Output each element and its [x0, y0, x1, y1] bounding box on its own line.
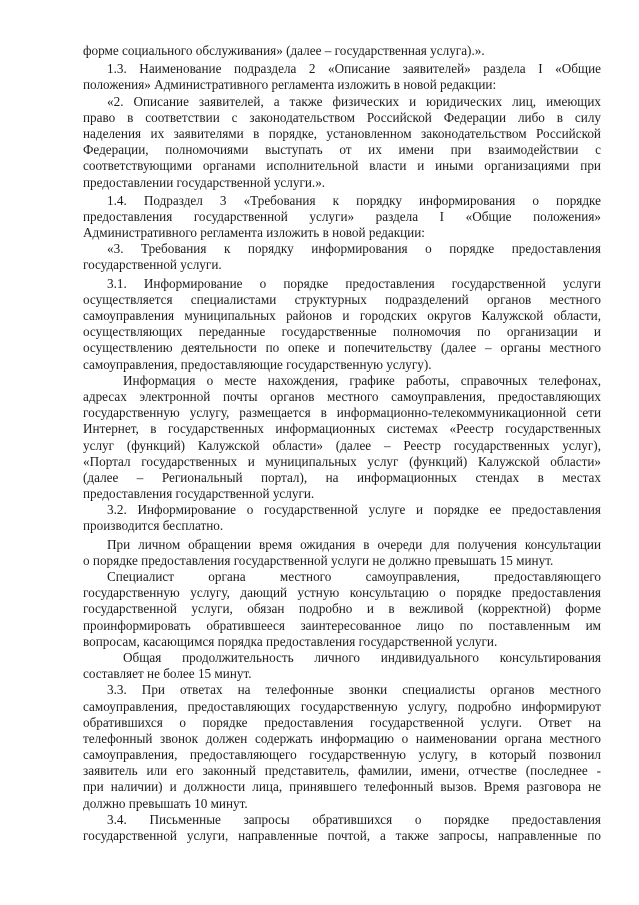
text-line: «2. Описание заявителей, а также физических и юридических лиц, имеющих [107, 93, 601, 109]
text-line: «3. Требования к порядку информирования о порядке предоставления [107, 241, 601, 257]
text-line: форме социального обслуживания» (далее – государственная услуга).». [83, 43, 485, 58]
text-line: 3.1. Информирование о порядке предоставления государственной услуги [107, 275, 601, 291]
text-line: адресах электронной почты органов местного самоуправления, предоставляющих [83, 388, 601, 404]
text-line: При личном обращении время ожидания в очереди для получения консультации [107, 536, 601, 552]
document-body [83, 43, 601, 844]
text-line: 1.4. Подраздел 3 «Требования к порядку информирования о порядке [107, 192, 601, 208]
text-line: государственную услугу, размещается в информационно-телекоммуникационной сети [83, 405, 601, 421]
text-line: осуществляющих переданные государственные полномочия по организации и [83, 324, 601, 340]
text-line: предоставлении государственной услуги.». [83, 174, 326, 190]
text-line: государственную услугу, дающий устную консультацию о порядке предоставления [83, 585, 601, 601]
text-line: «Портал государственных и муниципальных услуг (функций) Калужской области» [83, 453, 601, 469]
text-line: производится бесплатно. [83, 518, 224, 534]
text-line: заявитель или его законный представитель, фамилии, имени, отчестве (последнее - [83, 763, 601, 779]
text-line: наделения их заявителями в порядке, установленном законодательством Российской [83, 125, 601, 141]
text-line: при наличии) и должности лица, принявшего телефонный вызов. Время разговора не [83, 779, 601, 795]
text-line: 3.3. При ответах на телефонные звонки специалисты органов местного [107, 682, 601, 698]
text-line: положения» Административного регламента изложить в новой редакции: [83, 77, 497, 93]
text-line: Интернет, в государственных информационных системах «Реестр государственных [83, 421, 601, 437]
text-line: самоуправления, предоставляющие государственную услугу). [83, 356, 432, 372]
text-line: государственной услуги, направленные почтой, а также запросы, направленные по [83, 828, 601, 843]
text-line: предоставления государственной услуги. [83, 486, 315, 502]
text-line: соответствующими органами исполнительной власти и иными организациями при [83, 158, 601, 174]
text-line: о порядке предоставления государственной услуги не должно превышать 15 минут. [83, 552, 554, 568]
text-line: самоуправления, предоставляющих государственную услугу, подробно информируют [83, 698, 601, 714]
text-line: обратившихся о порядке предоставления государственной услуги. Ответ на [83, 714, 601, 730]
text-line: (далее – Региональный портал), на информационных стендах в местах [83, 469, 601, 485]
text-line: 1.3. Наименование подраздела 2 «Описание заявителей» раздела I «Общие [107, 61, 601, 77]
text-line: государственной услуги. [83, 257, 222, 273]
text-line: 3.4. Письменные запросы обратившихся о порядке предоставления [107, 811, 601, 827]
text-line: вопросам, касающимся порядка предоставления государственной услуги. [83, 633, 498, 649]
text-line: осуществлению деятельности по опеке и попечительству (далее – органы местного [83, 340, 601, 356]
text-line: Административного регламента изложить в новой редакции: [83, 225, 425, 241]
text-line: осуществляется специалистами структурных подразделений органов местного [83, 291, 601, 307]
text-line: право в соответствии с законодательством Российской Федерации либо в силу [83, 109, 601, 125]
text-line: Специалист органа местного самоуправления, предоставляющего [107, 569, 601, 584]
text-line: Общая продолжительность личного индивидуального консультирования [123, 649, 601, 665]
text-line: должно превышать 10 минут. [83, 795, 248, 811]
text-line: предоставления государственной услуги» раздела I «Общие положения» [83, 208, 601, 224]
text-line: Федерации, полномочиями выступать от их имени при взаимодействии с [83, 142, 601, 158]
text-line: проинформировать обратившееся заинтересованное лицо по поставленным им [83, 617, 601, 633]
text-line: самоуправления, предоставляющего государственную услугу, в который позвонил [83, 747, 601, 763]
text-line: составляет не более 15 минут. [83, 666, 252, 682]
text-line: Информация о месте нахождения, графике работы, справочных телефонах, [123, 372, 601, 388]
text-line: государственной услуги, обязан подробно и в вежливой (корректной) форме [83, 601, 601, 617]
text-line: 3.2. Информирование о государственной услуге и порядке ее предоставления [107, 502, 601, 518]
text-line: самоуправления муниципальных районов и городских округов Калужской области, [83, 308, 601, 323]
text-line: телефонный звонок должен содержать информацию о наименовании органа местного [83, 730, 601, 746]
text-line: услуг (функций) Калужской области» (далее – Реестр государственных услуг), [83, 437, 601, 453]
